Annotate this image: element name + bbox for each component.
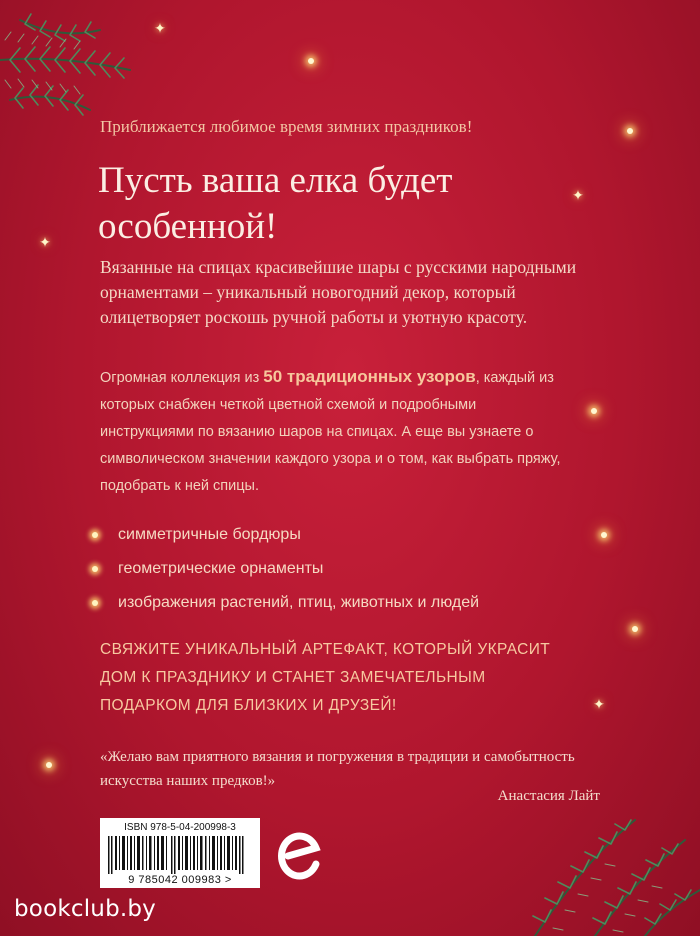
feature-item (92, 586, 592, 620)
feature-item (92, 552, 592, 586)
call-to-action: СВЯЖИТЕ УНИКАЛЬНЫЙ АРТЕФАКТ, КОТОРЫЙ УКРАСИТ ДОМ К ПРАЗДНИКУ И СТАНЕТ ЗАМЕЧАТЕЛЬНЫМ ПОДАРКОМ ДЛЯ БЛИЗКИХ И ДРУЗЕЙ! (100, 641, 551, 714)
collection-paragraph (100, 363, 570, 500)
headline (98, 158, 618, 250)
sparkle-star-icon: ✦ (572, 188, 584, 204)
feature-label: геометрические орнаменты (118, 560, 324, 577)
collection-text-before: Огромная коллекция из (100, 370, 264, 386)
sparkle-star-icon: ✦ (593, 697, 605, 713)
fir-branch-top-left-icon (0, 0, 140, 130)
collection-text-after: , каждый из которых снабжен четкой цветной схемой и подробными инструкциями по вязанию шаров на спицах. А еще вы узнаете о символическом значении каждого узора и о том, как выбрать пряжу, подобрать к ней спицы. (100, 370, 561, 494)
feature-item (92, 518, 592, 552)
tagline: Приближается любимое время зимних праздников! (100, 117, 473, 136)
bullet-sparkle-icon (92, 532, 98, 538)
sparkle-star-icon: ✦ (154, 21, 166, 37)
bullet-sparkle-icon (92, 600, 98, 606)
sparkle-dot-icon (627, 128, 633, 134)
headline-line-1: Пусть ваша елка будет (98, 160, 453, 201)
feature-label: изображения растений, птиц, животных и людей (118, 594, 480, 611)
headline-line-2: особенной! (98, 206, 278, 247)
collection-highlight: 50 традиционных узоров (263, 367, 476, 386)
eksmo-e-logo-icon (274, 826, 324, 886)
author-quote: «Желаю вам приятного вязания и погружения в традиции и самобытность искусства наших предков!» (100, 749, 575, 789)
intro-paragraph: Вязанные на спицах красивейшие шары с русскими народными орнаментами – уникальный новогодний декор, который олицетворяет роскошь ручной работы и уютную красоту. (100, 257, 577, 327)
barcode-box (100, 818, 260, 888)
sparkle-dot-icon (601, 532, 607, 538)
fir-branch-bottom-right-icon (505, 800, 700, 936)
sparkle-dot-icon (308, 58, 314, 64)
sparkle-dot-icon (46, 762, 52, 768)
isbn-number: ISBN 978-5-04-200998-3 (124, 822, 236, 833)
sparkle-star-icon: ✦ (39, 235, 51, 251)
feature-label: симметричные бордюры (118, 526, 301, 543)
author-name: Анастасия Лайт (497, 788, 600, 804)
watermark-text: bookclub.by (14, 896, 156, 922)
barcode-icon (108, 836, 252, 874)
feature-list (92, 518, 592, 620)
bullet-sparkle-icon (92, 566, 98, 572)
sparkle-dot-icon (591, 408, 597, 414)
sparkle-dot-icon (632, 626, 638, 632)
ean-number: 9 785042 009983 > (128, 874, 232, 886)
